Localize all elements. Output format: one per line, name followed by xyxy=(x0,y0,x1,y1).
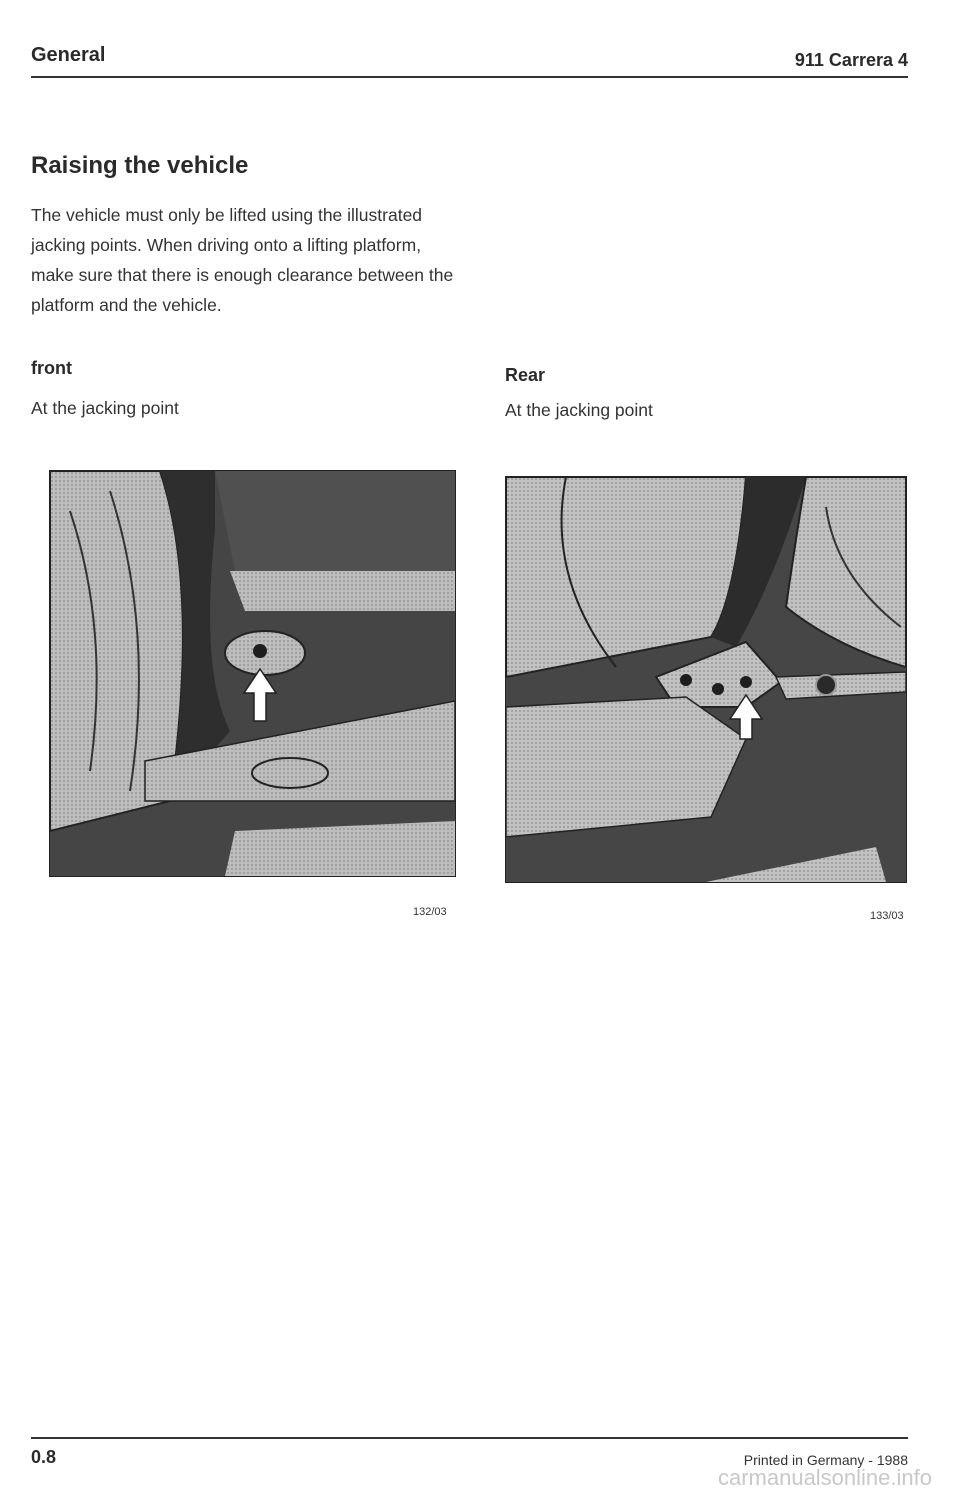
rear-caption: At the jacking point xyxy=(505,400,653,420)
rear-jacking-point-illustration xyxy=(505,476,907,883)
header-model: 911 Carrera 4 xyxy=(794,50,908,70)
front-jacking-point-illustration xyxy=(49,470,456,877)
header-section: General xyxy=(31,44,106,66)
footer-rule xyxy=(31,1437,908,1439)
header-rule xyxy=(31,76,908,78)
intro-paragraph: The vehicle must only be lifted using the illustrated jacking points. When driving onto a lifting platform, make sure that there is enough clearance between the platform and the vehicle. xyxy=(31,205,454,315)
watermark: carmanualsonline.info xyxy=(717,1465,932,1490)
page-title: Raising the vehicle xyxy=(31,152,249,179)
rear-heading: Rear xyxy=(505,365,546,385)
rear-figure-number: 133/03 xyxy=(870,910,904,922)
page-number: 0.8 xyxy=(31,1447,57,1467)
front-figure-number: 132/03 xyxy=(413,906,447,918)
front-caption: At the jacking point xyxy=(31,398,179,418)
printed-info: Printed in Germany - 1988 xyxy=(743,1452,908,1468)
front-heading: front xyxy=(31,358,72,378)
